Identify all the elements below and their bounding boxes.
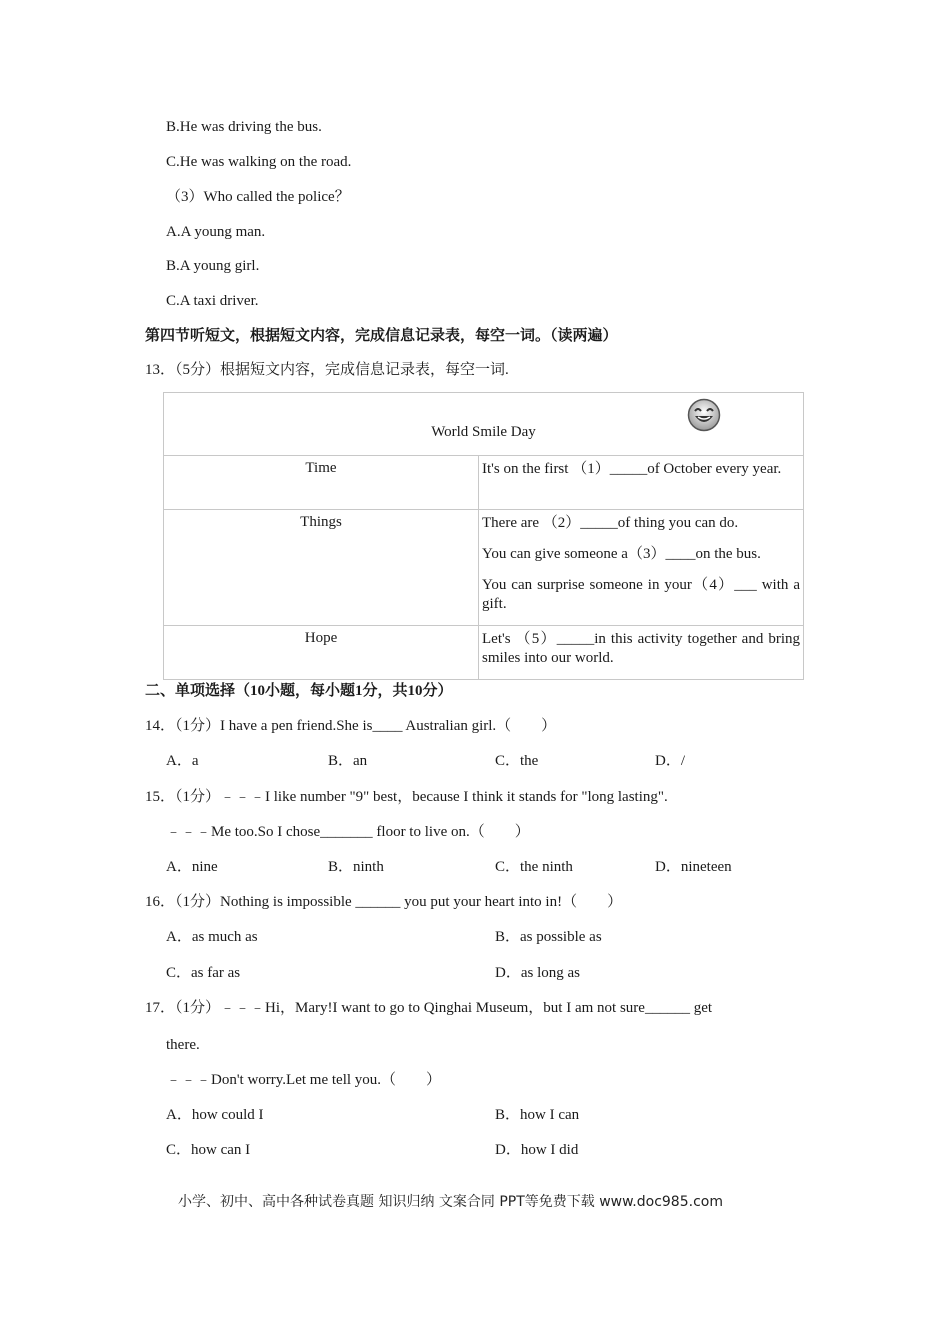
info-record-table: [163, 392, 804, 680]
row-content-time: [479, 456, 804, 510]
section-4-heading: 第四节听短文，根据短文内容，完成信息记录表，每空一词。（读两遍）: [145, 328, 618, 344]
hope-line-1: Let's （5）_____in this activity together and bring smiles into our world.: [482, 631, 800, 666]
q17-option-d: D．how I did: [495, 1142, 579, 1158]
q14-option-a: A．a: [166, 753, 199, 769]
q14-stem: 14．（1分）I have a pen friend.She is____ Australian girl.（ ）: [145, 718, 557, 734]
q17-option-c: C．how can I: [166, 1142, 251, 1158]
q15-option-b: B．ninth: [328, 859, 384, 875]
q16-stem: 16．（1分）Nothing is impossible ______ you put your heart into in!（ ）: [145, 894, 623, 910]
q15-option-c: C．the ninth: [495, 859, 573, 875]
q12-sub3-option-a: A.A young man.: [166, 224, 266, 240]
row-label-time: Time: [164, 456, 479, 510]
q12-option-c: C.He was walking on the road.: [166, 154, 352, 170]
part-2-heading: 二、单项选择（10小题，每小题1分，共10分）: [145, 683, 453, 699]
q12-option-b: B.He was driving the bus.: [166, 119, 322, 135]
table-row: [164, 456, 804, 510]
table-row: [164, 510, 804, 626]
row-content-hope: [479, 626, 804, 680]
q17-stem: 17．（1分）﹣﹣﹣Hi，Mary!I want to go to Qinghai Museum，but I am not sure______ get: [145, 1000, 713, 1016]
q12-sub3-option-c: C.A taxi driver.: [166, 293, 259, 309]
q16-option-d: D．as long as: [495, 965, 580, 981]
q16-option-a: A．as much as: [166, 929, 258, 945]
q12-sub3-option-b: B.A young girl.: [166, 258, 260, 274]
things-line-1: There are （2）_____of thing you can do.: [482, 515, 739, 531]
q15-option-a: A．nine: [166, 859, 218, 875]
q12-sub-question-3: （3）Who called the police？: [166, 189, 350, 205]
q13-stem: 13．（5分）根据短文内容，完成信息记录表，每空一词.: [145, 362, 509, 378]
row-content-things: [479, 510, 804, 626]
q17-dialog-line: ﹣﹣﹣Don't worry.Let me tell you.（ ）: [166, 1072, 442, 1088]
table-title-cell: [164, 393, 804, 456]
table-title: World Smile Day: [431, 424, 536, 440]
q14-option-d: D．/: [655, 753, 686, 769]
q17-stem-continued: there.: [166, 1037, 200, 1053]
page-footer: 小学、初中、高中各种试卷真题 知识归纳 文案合同 PPT等免费下载 www.doc985.com: [178, 1194, 723, 1210]
row-label-hope: Hope: [164, 626, 479, 680]
row-label-things: Things: [164, 510, 479, 626]
q16-option-b: B．as possible as: [495, 929, 602, 945]
things-line-3: You can surprise someone in your（4）___ with a gift.: [482, 577, 800, 612]
smiley-face-icon: [687, 398, 721, 432]
q14-option-c: C．the: [495, 753, 539, 769]
q14-option-b: B．an: [328, 753, 368, 769]
things-line-2: You can give someone a（3）____on the bus.: [482, 546, 761, 562]
q16-option-c: C．as far as: [166, 965, 241, 981]
table-row: [164, 626, 804, 680]
q15-option-d: D．nineteen: [655, 859, 732, 875]
q15-stem: 15．（1分）﹣﹣﹣I like number "9" best，because I think it stands for "long lasting".: [145, 789, 668, 805]
q15-dialog-line: ﹣﹣﹣Me too.So I chose_______ floor to live on.（ ）: [166, 824, 530, 840]
q17-option-b: B．how I can: [495, 1107, 580, 1123]
time-line-1: It's on the first （1）_____of October every year.: [482, 461, 782, 477]
q17-option-a: A．how could I: [166, 1107, 264, 1123]
